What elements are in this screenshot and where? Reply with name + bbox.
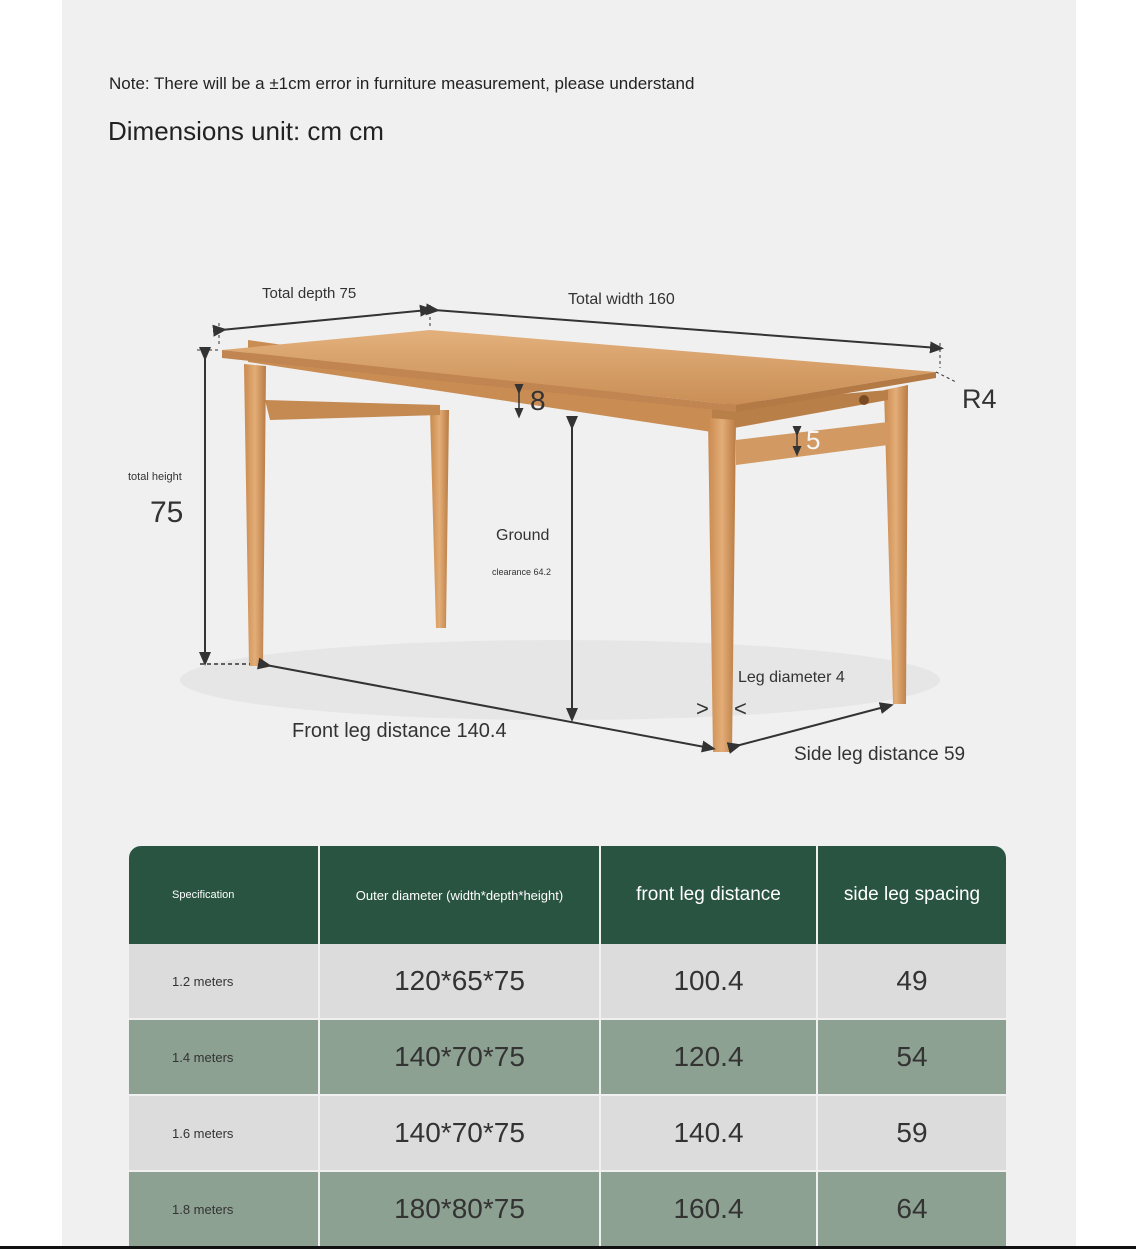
side-leg-cell: 64 xyxy=(817,1171,1006,1247)
leg-arrow-left: > xyxy=(696,696,709,721)
front-leg-cell: 100.4 xyxy=(600,944,817,1019)
apron-height-value: 8 xyxy=(530,385,546,416)
front-left-leg xyxy=(244,364,266,666)
back-left-leg xyxy=(430,410,449,628)
knot xyxy=(859,395,869,405)
header-specification: Specification xyxy=(129,846,319,944)
total-height-value: 75 xyxy=(150,496,184,529)
header-side-leg-spacing: side leg spacing xyxy=(817,846,1006,944)
table-header-row xyxy=(129,846,1006,944)
depth-dimension-line xyxy=(221,310,428,330)
left-stretcher xyxy=(265,400,440,420)
table-row xyxy=(129,1095,1006,1171)
spec-cell: 1.2 meters xyxy=(129,944,319,1019)
leg-diameter-label: Leg diameter 4 xyxy=(738,669,845,686)
side-leg-cell: 49 xyxy=(817,944,1006,1019)
outer-cell: 180*80*75 xyxy=(319,1171,600,1247)
measurement-note: Note: There will be a ±1cm error in furniture measurement, please understand xyxy=(109,74,695,93)
side-leg-cell: 54 xyxy=(817,1019,1006,1095)
leg-arrow-right: < xyxy=(734,696,747,721)
side-leg-cell: 59 xyxy=(817,1095,1006,1171)
outer-cell: 140*70*75 xyxy=(319,1019,600,1095)
table-row xyxy=(129,944,1006,1019)
total-width-label: Total width 160 xyxy=(568,291,675,308)
dimensions-title: Dimensions unit: cm cm xyxy=(108,116,384,146)
outer-cell: 120*65*75 xyxy=(319,944,600,1019)
ground-label: Ground xyxy=(496,527,550,544)
stretcher-height-value: 5 xyxy=(806,425,821,455)
spec-cell: 1.6 meters xyxy=(129,1095,319,1171)
side-leg-distance-label: Side leg distance 59 xyxy=(794,744,966,765)
front-leg-cell: 120.4 xyxy=(600,1019,817,1095)
header-front-leg-distance: front leg distance xyxy=(600,846,817,944)
corner-radius-label: R4 xyxy=(962,384,997,414)
front-leg-cell: 140.4 xyxy=(600,1095,817,1171)
front-leg-distance-label: Front leg distance 140.4 xyxy=(292,720,507,742)
spec-table xyxy=(129,846,1006,1248)
spec-cell: 1.4 meters xyxy=(129,1019,319,1095)
outer-cell: 140*70*75 xyxy=(319,1095,600,1171)
front-leg-cell: 160.4 xyxy=(600,1171,817,1247)
table-row xyxy=(129,1019,1006,1095)
table-row xyxy=(129,1171,1006,1247)
total-depth-label: Total depth 75 xyxy=(262,285,357,302)
spec-cell: 1.8 meters xyxy=(129,1171,319,1247)
header-outer-diameter: Outer diameter (width*depth*height) xyxy=(319,846,600,944)
total-height-label: total height xyxy=(128,471,182,483)
clearance-label: clearance 64.2 xyxy=(492,567,552,577)
